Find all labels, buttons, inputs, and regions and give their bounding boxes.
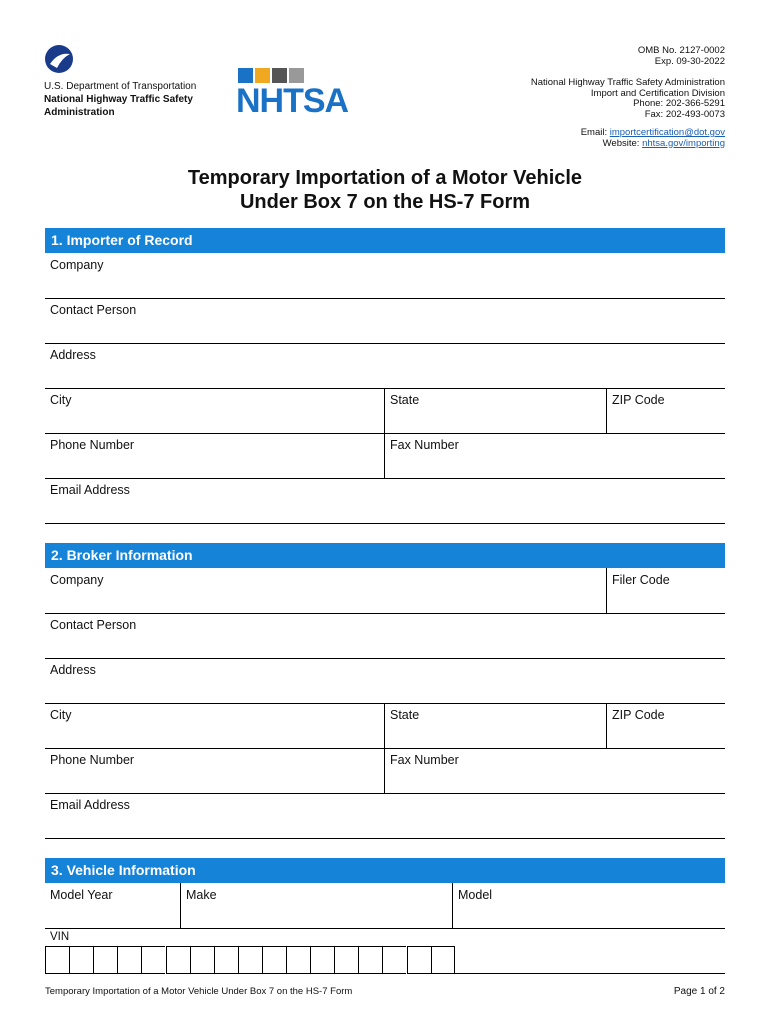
importer-contact-label: Contact Person <box>50 303 137 317</box>
divider <box>384 748 385 793</box>
divider <box>45 793 725 794</box>
broker-zip-label: ZIP Code <box>612 708 665 722</box>
nhtsa-logo: NHTSA <box>236 82 349 120</box>
divider <box>45 928 725 929</box>
vin-character-box[interactable] <box>238 946 262 974</box>
divider <box>45 658 725 659</box>
broker-address-label: Address <box>50 663 96 677</box>
divider <box>45 523 725 524</box>
divider <box>180 883 181 928</box>
agency-name: National Highway Traffic Safety Administration <box>530 77 725 88</box>
omb-block <box>638 46 725 67</box>
vin-character-box[interactable] <box>286 946 310 974</box>
family-icon <box>272 68 287 83</box>
vin-character-box[interactable] <box>382 946 406 974</box>
vin-character-box[interactable] <box>358 946 382 974</box>
divider <box>606 568 607 613</box>
divider <box>45 388 725 389</box>
agency-fax: Fax: 202-493-0073 <box>644 108 725 120</box>
vin-character-box[interactable] <box>141 946 165 974</box>
section-vehicle-header: 3. Vehicle Information <box>45 858 725 883</box>
broker-company-label: Company <box>50 573 104 587</box>
broker-phone-label: Phone Number <box>50 753 135 767</box>
department-name <box>44 80 196 119</box>
importer-phone-label: Phone Number <box>50 438 135 452</box>
email-label: Email: <box>580 127 610 138</box>
divider <box>45 838 725 839</box>
vin-character-box[interactable] <box>431 946 455 974</box>
vin-character-box[interactable] <box>93 946 117 974</box>
title-line-1: Temporary Importation of a Motor Vehicle <box>187 167 583 189</box>
divider <box>384 388 385 433</box>
website-label: Website: <box>602 137 643 149</box>
importer-city-label: City <box>50 393 72 407</box>
dept-line-2: National Highway Traffic Safety <box>44 94 193 105</box>
divider <box>454 973 725 974</box>
vin-character-box[interactable] <box>262 946 286 974</box>
importer-address-label: Address <box>50 348 96 362</box>
divider <box>45 298 725 299</box>
divider <box>45 748 725 749</box>
dept-line-1: U.S. Department of Transportation <box>44 81 197 92</box>
importer-zip-label: ZIP Code <box>612 393 665 407</box>
divider <box>45 433 725 434</box>
vin-character-box[interactable] <box>69 946 93 974</box>
vin-character-box[interactable] <box>190 946 214 974</box>
dept-line-3: Administration <box>44 107 115 118</box>
footer-page-number: Page 1 of 2 <box>673 986 725 997</box>
divider <box>45 478 725 479</box>
vehicle-vin-label: VIN <box>50 931 70 943</box>
agency-block <box>531 78 725 120</box>
divider <box>384 433 385 478</box>
pedestrian-icon <box>255 68 270 83</box>
vin-character-box[interactable] <box>334 946 358 974</box>
vin-character-box[interactable] <box>117 946 141 974</box>
importer-state-label: State <box>390 393 420 407</box>
section-broker-header: 2. Broker Information <box>45 543 725 568</box>
broker-contact-label: Contact Person <box>50 618 137 632</box>
importer-email-label: Email Address <box>50 483 130 497</box>
omb-number: OMB No. 2127-0002 <box>637 45 725 56</box>
divider <box>606 388 607 433</box>
vin-character-box[interactable] <box>166 946 190 974</box>
divider <box>452 883 453 928</box>
footer-form-name: Temporary Importation of a Motor Vehicle Under Box 7 on the HS-7 Form <box>45 986 353 997</box>
vehicle-make-label: Make <box>186 888 217 902</box>
contact-block <box>581 128 725 149</box>
importer-fax-label: Fax Number <box>390 438 459 452</box>
page-title <box>0 166 770 214</box>
star-icon <box>289 68 304 83</box>
broker-filer-code-label: Filer Code <box>612 573 670 587</box>
email-link[interactable]: importcertification@dot.gov <box>609 127 725 138</box>
vehicle-model-year-label: Model Year <box>50 888 113 902</box>
vin-character-box[interactable] <box>45 946 69 974</box>
broker-city-label: City <box>50 708 72 722</box>
section-importer-header: 1. Importer of Record <box>45 228 725 253</box>
broker-state-label: State <box>390 708 420 722</box>
broker-email-label: Email Address <box>50 798 130 812</box>
vin-character-box[interactable] <box>214 946 238 974</box>
importer-company-label: Company <box>50 258 104 272</box>
dot-logo-icon <box>44 44 74 74</box>
divider <box>384 703 385 748</box>
nhtsa-icon-row <box>238 68 304 83</box>
omb-expiration: Exp. 09-30-2022 <box>654 55 725 67</box>
vin-character-box[interactable] <box>310 946 334 974</box>
divider <box>45 343 725 344</box>
car-icon <box>238 68 253 83</box>
title-line-2: Under Box 7 on the HS-7 Form <box>239 191 531 213</box>
divider <box>606 703 607 748</box>
website-link[interactable]: nhtsa.gov/importing <box>642 137 725 149</box>
divider <box>45 613 725 614</box>
broker-fax-label: Fax Number <box>390 753 459 767</box>
agency-phone: Phone: 202-366-5291 <box>633 98 725 109</box>
division-name: Import and Certification Division <box>590 87 725 99</box>
vin-character-box[interactable] <box>407 946 431 974</box>
divider <box>45 703 725 704</box>
vehicle-model-label: Model <box>458 888 493 902</box>
